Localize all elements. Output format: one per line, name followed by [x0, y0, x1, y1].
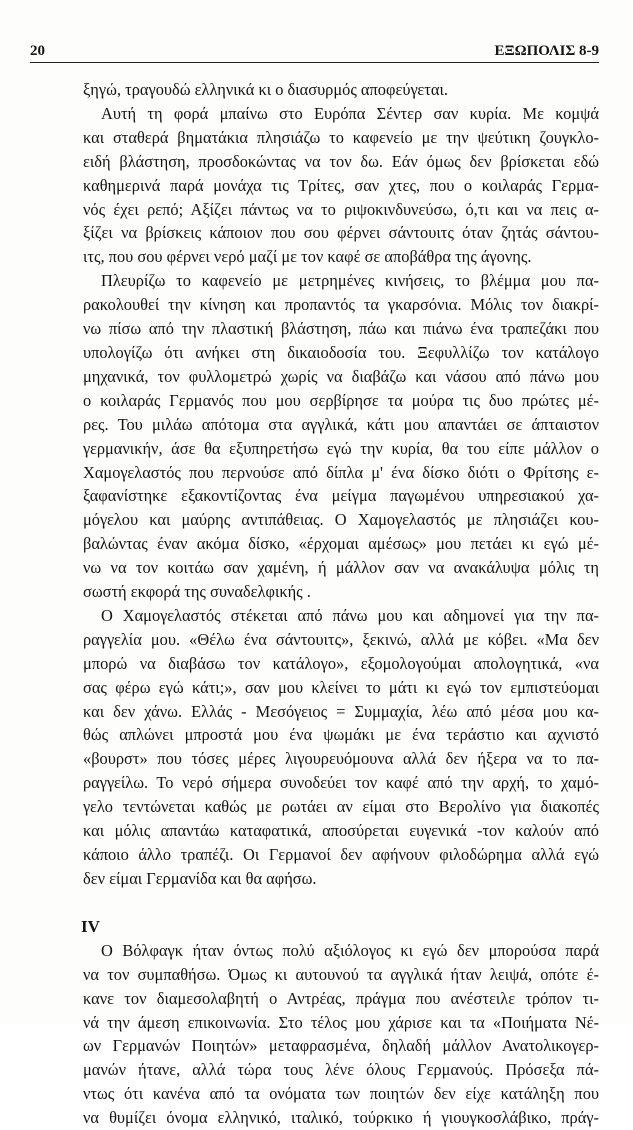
text-line: μηχανικά, τον φυλλομετρώ χωρίς να διαβάζω και νάσου από πάνω μου: [83, 366, 599, 386]
text-line: μανών ήτανε, αλλά τώρα τους λένε όλους Γερμανούς. Πρόσεξα πά-: [83, 1060, 599, 1080]
text-line: κανε τον διαμεσολαβητή ο Αντρέας, πράγμα που ανέστειλε τρόπον τι-: [83, 988, 599, 1008]
text-line: και δεν χάνω. Ελλάς - Μεσόγειος = Συμμαχία, λέω από μέσα μου κα-: [83, 701, 599, 721]
text-line: ραγγελία μου. «Θέλω ένα σάντουιτς», ξεκινώ, αλλά με κόβει. «Μα δεν: [83, 629, 599, 649]
text-line: Πλευρίζω το καφενείο με μετρημένες κινήσεις, το βλέμμα μου πα-: [101, 271, 599, 291]
text-line: δεν είμαι Γερμανίδα και θα αφήσω.: [83, 868, 317, 888]
text-line: «βουρστ» που τόσες μέρες λιγουρευόμουνα αλλά δεν ήξερα να το πα-: [83, 749, 599, 769]
text-line: Αυτή τη φορά μπαίνω στο Ευρόπα Σέντερ σαν κυρία. Με κομψά: [101, 103, 599, 123]
text-line: να τον συμπαθήσω. Όμως κι αυτουνού τα αγγλικά ήταν λειψά, οπότε έ-: [83, 964, 599, 984]
text-line: ο κοιλαράς Γερμανός που μου σερβίρησε τα μούρα τις δυο πρώτες μέ-: [83, 390, 599, 410]
text-line: γελο τεντώνεται καθώς με ρωτάει αν είμαι στο Βερολίνο για διακοπές: [83, 797, 599, 817]
text-line: μόγελου και μαύρης αντιπάθειας. Ο Χαμογελαστός με πλησιάζει κου-: [83, 510, 599, 530]
text-line: ξαφανίστηκε εξακοντίζοντας ένα μείγμα παγωμένου υπηρεσιακού χα-: [83, 486, 599, 506]
text-line: ιτς, που σου φέρνει νερό μαζί με τον καφέ σε αποβάθρα της άγονης.: [83, 247, 532, 267]
text-line: και μόλις απαντάω καταφατικά, αποσύρεται ευγενικά -τον καλούν από: [83, 821, 599, 841]
text-line: νά την άμεση επικοινωνία. Στο τέλος μου χάρισε και τα «Ποιήματα Νέ-: [83, 1012, 599, 1032]
section-heading: IV: [81, 916, 100, 936]
text-line: νω πίσω από την πλαστική βλάστηση, πάω και πιάνω ένα τραπεζάκι που: [83, 319, 599, 339]
text-line: και σταθερά βηματάκια πλησιάζω το καφενείο με την ψεύτικη ζουγκλο-: [83, 127, 599, 147]
text-line: γερμανικήν, άσε θα εξυπηρετήσω εγώ την κυρία, θα του είπε μάλλον ο: [83, 438, 599, 458]
text-line: νω να τον κοιτάω σαν χαμένη, ή μάλλον σαν να ανακάλυψα μόλις τη: [83, 558, 599, 578]
text-line: ρακολουθεί την κίνηση και προπαντός τα γκαρσόνια. Μόλις τον διακρί-: [83, 295, 599, 315]
text-line: Χαμογελαστός που περνούσε από δίπλα μ' ένα δίσκο διότι ο Φρίτσης ε-: [83, 462, 599, 482]
page-number: 20: [30, 43, 45, 59]
text-line: να θυμίζει όνομα ελληνικό, ιταλικό, τούρκικο ή γιουγκοσλάβικο, πράγ-: [83, 1108, 599, 1128]
running-title: ΕΞΩΠΟΛΙΣ 8-9: [494, 43, 599, 59]
text-line: καθημερινά παρά μονάχα τις Τρίτες, σαν χτες, που ο κοιλαράς Γερμα-: [83, 175, 599, 195]
text-line: ρες. Του μιλάω απότομα στα αγγλικά, κάτι μου απαντάει σε άπταιστον: [83, 414, 599, 434]
text-line: βαλώντας έναν ακόμα δίσκο, «έρχομαι αμέσως» μου πετάει κι εγώ μέ-: [83, 534, 599, 554]
text-line: ων Γερμανών Ποιητών» μεταφρασμένα, δηλαδή μάλλον Ανατολικογερ-: [83, 1036, 599, 1056]
page-header: [30, 38, 599, 60]
header-rule: [30, 62, 599, 63]
text-line: υπολογίζω ότι ανήκει στη δικαιοδοσία του. Ξεφυλλίζω τον κατάλογο: [83, 342, 599, 362]
text-line: σας φέρω εγώ κάτι;», σαν μου κλείνει το μάτι κι εγώ τον εμπιστεύομαι: [83, 677, 599, 697]
text-line: θώς απλώνει μπροστά μου ένα ψωμάκι με ένα τεράστιο και αχνιστό: [83, 725, 599, 745]
section-gap: [83, 891, 599, 915]
text-line: μπορώ να διαβάσω τον κατάλογο», εξομολογούμαι απολογητικά, «να: [83, 653, 599, 673]
text-line: Ο Βόλφαγκ ήταν όντως πολύ αξιόλογος κι εγώ δεν μπορούσα παρά: [101, 940, 599, 960]
text-line: κάποιο άλλο τραπέζι. Οι Γερμανοί δεν αφήνουν φιλοδώρημα αλλά εγώ: [83, 845, 599, 864]
text-line: ραγγείλω. Το νερό σήμερα συνοδεύει τον καφέ από την αρχή, το χαμό-: [83, 773, 599, 793]
text-line: ειδή βλάστηση, προσδοκώντας να τον δω. Εάν όμως δεν βρίσκεται εδώ: [83, 151, 599, 171]
text-line: ντως ότι κανένα από τα ονόματα των ποιητών δεν είχε κατάληξη που: [83, 1084, 599, 1104]
text-line: ξίζει να βρίσκεις κάποιον που σου φέρνει σάντουιτς όταν ζητάς σάντου-: [83, 223, 599, 243]
text-line: ξηγώ, τραγουδώ ελληνικά κι ο διασυρμός αποφεύγεται.: [83, 80, 448, 99]
text-line: νός έχει ρεπό; Αξίζει πάντως να το ριψοκινδυνεύσω, ό,τι και να πεις α-: [83, 199, 599, 219]
text-line: σωστή εκφορά της συναδελφικής .: [83, 582, 311, 602]
body-text: [83, 78, 599, 1130]
text-line: Ο Χαμογελαστός στέκεται από πάνω μου και αδημονεί για την πα-: [101, 605, 599, 625]
